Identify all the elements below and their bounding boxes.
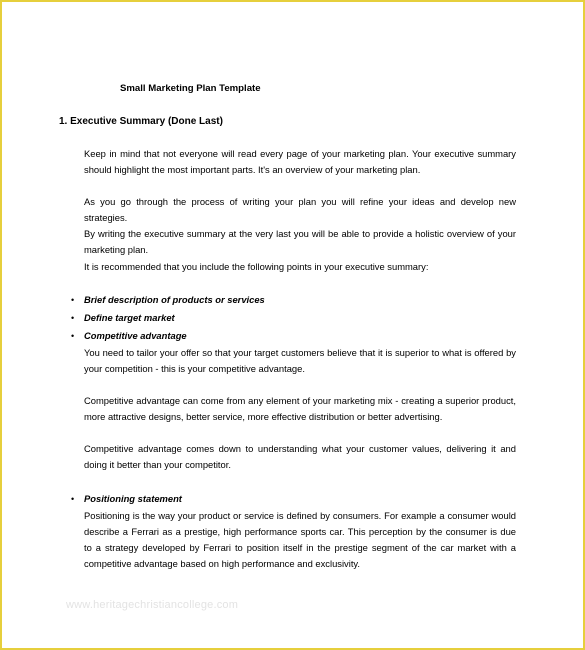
paragraph-tailor-offer xyxy=(84,345,516,377)
paragraph-line: It is recommended that you include the following points in your executive summary: xyxy=(84,261,429,272)
paragraph-line: You need to tailor your offer so that your target customers believe that it is superior to what is offered by xyxy=(84,347,516,358)
paragraph-line: doing it better than your competitor. xyxy=(84,459,231,470)
bullet-marker: • xyxy=(71,494,75,504)
paragraph-recommended xyxy=(84,259,516,275)
paragraph-line: Competitive advantage comes down to understanding what your customer values, delivering it and xyxy=(84,443,516,454)
paragraph-positioning xyxy=(84,508,516,572)
paragraph-line: Keep in mind that not everyone will read every page of your marketing plan. Your executive summary xyxy=(84,148,516,159)
bullet-target-market: Define target market xyxy=(84,312,175,323)
bullet-brief-description: Brief description of products or services xyxy=(84,294,265,305)
bullet-positioning-statement: Positioning statement xyxy=(84,493,182,504)
bullet-marker: • xyxy=(71,331,75,341)
bullet-marker: • xyxy=(71,295,75,305)
paragraph-line: should highlight the most important parts. It's an overview of your marketing plan. xyxy=(84,164,421,175)
paragraph-marketing-mix xyxy=(84,393,516,425)
paragraph-line: more attractive designs, better service, more effective distribution or better advertising. xyxy=(84,411,443,422)
paragraph-line: your competition - this is your competitive advantage. xyxy=(84,363,305,374)
watermark: www.heritagechristiancollege.com xyxy=(66,599,239,611)
bullet-competitive-advantage: Competitive advantage xyxy=(84,330,187,341)
paragraph-line: Positioning is the way your product or service is defined by consumers. For example a consumer would xyxy=(84,510,516,521)
paragraph-process xyxy=(84,194,516,258)
paragraph-customer-values xyxy=(84,441,516,473)
document-title: Small Marketing Plan Template xyxy=(120,83,261,94)
bullet-marker: • xyxy=(71,313,75,323)
paragraph-line: to a strategy developed by Ferrari to position itself in the prestige segment of the car market with a xyxy=(84,542,516,553)
section-heading: 1. Executive Summary (Done Last) xyxy=(59,116,223,127)
paragraph-line: Competitive advantage can come from any element of your marketing mix - creating a superior product, xyxy=(84,395,516,406)
paragraph-line: By writing the executive summary at the very last you will be able to provide a holistic overview of your xyxy=(84,228,516,239)
paragraph-line: describe a Ferrari as a prestige, high performance sports car. This perception by the consumer is due xyxy=(84,526,516,537)
paragraph-intro xyxy=(84,146,516,178)
paragraph-line: competitive advantage based on high performance and exclusivity. xyxy=(84,558,361,569)
paragraph-line: As you go through the process of writing your plan you will refine your ideas and develop new strategies. xyxy=(84,196,516,223)
paragraph-line: marketing plan. xyxy=(84,244,149,255)
